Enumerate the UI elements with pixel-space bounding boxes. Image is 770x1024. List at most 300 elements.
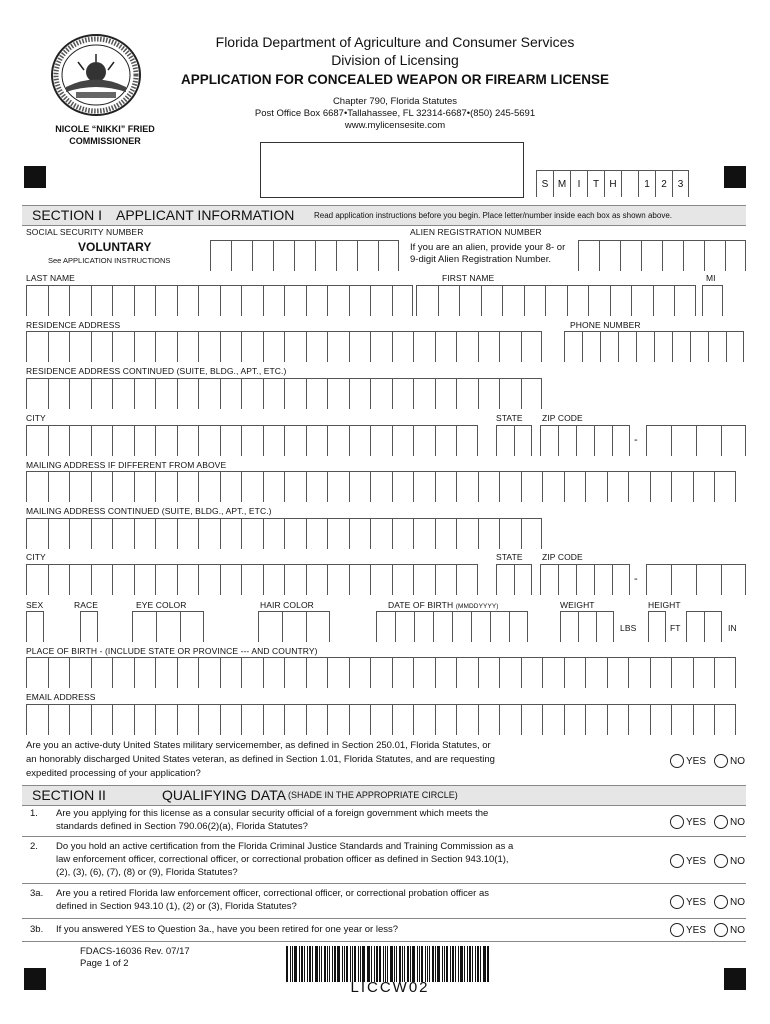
char-box[interactable] xyxy=(721,426,746,456)
char-box[interactable] xyxy=(514,565,532,595)
char-box[interactable] xyxy=(112,705,134,735)
char-box[interactable] xyxy=(521,519,543,549)
char-box[interactable] xyxy=(306,705,328,735)
char-box[interactable] xyxy=(671,565,696,595)
char-box[interactable] xyxy=(521,472,543,502)
zip4-boxes-2[interactable] xyxy=(646,564,746,595)
char-box[interactable] xyxy=(273,241,294,271)
sex-box[interactable] xyxy=(26,611,44,642)
char-box[interactable] xyxy=(693,472,715,502)
char-box[interactable] xyxy=(499,705,521,735)
char-box[interactable] xyxy=(725,241,746,271)
char-box[interactable] xyxy=(636,332,654,362)
char-box[interactable] xyxy=(210,241,231,271)
char-box[interactable] xyxy=(306,332,328,362)
dob-boxes[interactable] xyxy=(376,611,528,642)
char-box[interactable] xyxy=(112,426,134,456)
zip-boxes-2[interactable] xyxy=(540,564,630,595)
char-box[interactable] xyxy=(48,519,70,549)
email-boxes[interactable] xyxy=(26,704,736,735)
char-box[interactable] xyxy=(612,565,630,595)
char-box[interactable] xyxy=(618,332,636,362)
char-box[interactable] xyxy=(413,565,435,595)
char-box[interactable] xyxy=(558,426,576,456)
char-box[interactable] xyxy=(490,612,509,642)
char-box[interactable] xyxy=(155,286,177,316)
char-box[interactable] xyxy=(349,286,371,316)
char-box[interactable] xyxy=(564,658,586,688)
char-box[interactable] xyxy=(155,519,177,549)
char-box[interactable] xyxy=(284,332,306,362)
phone-number-boxes[interactable] xyxy=(564,331,744,362)
char-box[interactable] xyxy=(48,379,70,409)
char-box[interactable] xyxy=(435,658,457,688)
char-box[interactable] xyxy=(132,612,156,642)
char-box[interactable] xyxy=(327,472,349,502)
char-box[interactable] xyxy=(478,519,500,549)
race-box[interactable] xyxy=(80,611,98,642)
char-box[interactable] xyxy=(198,472,220,502)
mailing-address-boxes[interactable] xyxy=(26,471,736,502)
char-box[interactable] xyxy=(646,426,671,456)
char-box[interactable] xyxy=(112,565,134,595)
char-box[interactable] xyxy=(69,332,91,362)
char-box[interactable] xyxy=(521,379,543,409)
char-box[interactable] xyxy=(134,379,156,409)
char-box[interactable] xyxy=(413,332,435,362)
char-box[interactable] xyxy=(600,332,618,362)
char-box[interactable] xyxy=(607,472,629,502)
char-box[interactable] xyxy=(392,658,414,688)
char-box[interactable] xyxy=(336,241,357,271)
char-box[interactable] xyxy=(413,426,435,456)
char-box[interactable] xyxy=(134,472,156,502)
char-box[interactable] xyxy=(177,705,199,735)
char-box[interactable] xyxy=(496,426,514,456)
char-box[interactable] xyxy=(349,565,371,595)
question-1-yes-radio[interactable] xyxy=(670,815,706,829)
state-boxes-2[interactable] xyxy=(496,564,532,595)
char-box[interactable] xyxy=(594,426,612,456)
char-box[interactable] xyxy=(370,379,392,409)
char-box[interactable] xyxy=(596,612,614,642)
char-box[interactable] xyxy=(284,426,306,456)
char-box[interactable] xyxy=(414,612,433,642)
char-box[interactable] xyxy=(91,379,113,409)
char-box[interactable] xyxy=(628,658,650,688)
char-box[interactable] xyxy=(542,472,564,502)
char-box[interactable] xyxy=(456,705,478,735)
char-box[interactable] xyxy=(134,705,156,735)
char-box[interactable] xyxy=(220,658,242,688)
char-box[interactable] xyxy=(112,519,134,549)
char-box[interactable] xyxy=(69,379,91,409)
char-box[interactable] xyxy=(69,426,91,456)
char-box[interactable] xyxy=(456,379,478,409)
char-box[interactable] xyxy=(435,705,457,735)
char-box[interactable] xyxy=(252,241,273,271)
char-box[interactable] xyxy=(155,426,177,456)
char-box[interactable] xyxy=(48,565,70,595)
char-box[interactable] xyxy=(91,519,113,549)
char-box[interactable] xyxy=(198,379,220,409)
char-box[interactable] xyxy=(284,519,306,549)
char-box[interactable] xyxy=(620,241,641,271)
char-box[interactable] xyxy=(478,658,500,688)
char-box[interactable] xyxy=(306,286,328,316)
char-box[interactable] xyxy=(220,426,242,456)
char-box[interactable] xyxy=(258,612,282,642)
char-box[interactable] xyxy=(155,472,177,502)
char-box[interactable] xyxy=(48,332,70,362)
char-box[interactable] xyxy=(349,658,371,688)
char-box[interactable] xyxy=(653,286,675,316)
char-box[interactable] xyxy=(327,379,349,409)
char-box[interactable] xyxy=(198,426,220,456)
char-box[interactable] xyxy=(413,472,435,502)
char-box[interactable] xyxy=(499,472,521,502)
char-box[interactable] xyxy=(220,472,242,502)
char-box[interactable] xyxy=(499,332,521,362)
char-box[interactable] xyxy=(578,241,599,271)
question-3a-yes-radio[interactable] xyxy=(670,895,706,909)
char-box[interactable] xyxy=(560,612,578,642)
char-box[interactable] xyxy=(306,519,328,549)
char-box[interactable] xyxy=(607,658,629,688)
char-box[interactable] xyxy=(177,286,199,316)
char-box[interactable] xyxy=(370,472,392,502)
char-box[interactable] xyxy=(524,286,546,316)
char-box[interactable] xyxy=(284,472,306,502)
char-box[interactable] xyxy=(378,241,399,271)
char-box[interactable] xyxy=(564,705,586,735)
char-box[interactable] xyxy=(327,565,349,595)
char-box[interactable] xyxy=(413,379,435,409)
char-box[interactable] xyxy=(220,565,242,595)
char-box[interactable] xyxy=(284,705,306,735)
weight-boxes[interactable] xyxy=(560,611,614,642)
char-box[interactable] xyxy=(585,472,607,502)
char-box[interactable] xyxy=(435,519,457,549)
char-box[interactable] xyxy=(220,519,242,549)
char-box[interactable] xyxy=(112,658,134,688)
char-box[interactable] xyxy=(357,241,378,271)
char-box[interactable] xyxy=(376,612,395,642)
char-box[interactable] xyxy=(349,379,371,409)
residence-continued-boxes[interactable] xyxy=(26,378,542,409)
char-box[interactable] xyxy=(650,658,672,688)
char-box[interactable] xyxy=(456,658,478,688)
char-box[interactable] xyxy=(392,705,414,735)
char-box[interactable] xyxy=(648,612,666,642)
char-box[interactable] xyxy=(26,472,48,502)
char-box[interactable] xyxy=(654,332,672,362)
char-box[interactable] xyxy=(521,332,543,362)
char-box[interactable] xyxy=(435,332,457,362)
question-3b-no-radio[interactable] xyxy=(714,923,745,937)
city-boxes[interactable] xyxy=(26,425,478,456)
char-box[interactable] xyxy=(599,241,620,271)
char-box[interactable] xyxy=(134,332,156,362)
char-box[interactable] xyxy=(610,286,632,316)
char-box[interactable] xyxy=(502,286,524,316)
char-box[interactable] xyxy=(521,705,543,735)
char-box[interactable] xyxy=(540,565,558,595)
question-3a-no-radio[interactable] xyxy=(714,895,745,909)
char-box[interactable] xyxy=(628,705,650,735)
char-box[interactable] xyxy=(134,426,156,456)
char-box[interactable] xyxy=(198,332,220,362)
question-3b-yes-radio[interactable] xyxy=(670,923,706,937)
char-box[interactable] xyxy=(456,332,478,362)
char-box[interactable] xyxy=(112,472,134,502)
char-box[interactable] xyxy=(69,658,91,688)
char-box[interactable] xyxy=(263,426,285,456)
char-box[interactable] xyxy=(693,658,715,688)
char-box[interactable] xyxy=(231,241,252,271)
zip4-boxes[interactable] xyxy=(646,425,746,456)
char-box[interactable] xyxy=(650,705,672,735)
char-box[interactable] xyxy=(704,241,725,271)
char-box[interactable] xyxy=(672,332,690,362)
char-box[interactable] xyxy=(91,286,113,316)
char-box[interactable] xyxy=(48,286,70,316)
char-box[interactable] xyxy=(26,658,48,688)
char-box[interactable] xyxy=(327,286,349,316)
char-box[interactable] xyxy=(177,379,199,409)
char-box[interactable] xyxy=(370,519,392,549)
char-box[interactable] xyxy=(69,519,91,549)
char-box[interactable] xyxy=(564,332,582,362)
char-box[interactable] xyxy=(509,612,528,642)
char-box[interactable] xyxy=(413,658,435,688)
char-box[interactable] xyxy=(702,286,723,316)
char-box[interactable] xyxy=(395,612,414,642)
char-box[interactable] xyxy=(392,379,414,409)
char-box[interactable] xyxy=(315,241,336,271)
char-box[interactable] xyxy=(327,658,349,688)
char-box[interactable] xyxy=(306,658,328,688)
char-box[interactable] xyxy=(91,658,113,688)
char-box[interactable] xyxy=(91,565,113,595)
char-box[interactable] xyxy=(241,426,263,456)
char-box[interactable] xyxy=(263,658,285,688)
char-box[interactable] xyxy=(177,658,199,688)
char-box[interactable] xyxy=(452,612,471,642)
char-box[interactable] xyxy=(26,286,48,316)
char-box[interactable] xyxy=(112,332,134,362)
hair-color-boxes[interactable] xyxy=(258,611,330,642)
char-box[interactable] xyxy=(646,565,671,595)
char-box[interactable] xyxy=(80,612,98,642)
char-box[interactable] xyxy=(671,658,693,688)
char-box[interactable] xyxy=(327,332,349,362)
char-box[interactable] xyxy=(726,332,744,362)
question-1-no-radio[interactable] xyxy=(714,815,745,829)
char-box[interactable] xyxy=(220,705,242,735)
char-box[interactable] xyxy=(631,286,653,316)
char-box[interactable] xyxy=(69,286,91,316)
char-box[interactable] xyxy=(177,565,199,595)
char-box[interactable] xyxy=(438,286,460,316)
char-box[interactable] xyxy=(370,565,392,595)
char-box[interactable] xyxy=(435,426,457,456)
char-box[interactable] xyxy=(693,705,715,735)
char-box[interactable] xyxy=(284,286,306,316)
char-box[interactable] xyxy=(370,705,392,735)
char-box[interactable] xyxy=(671,472,693,502)
first-name-boxes[interactable] xyxy=(416,285,696,316)
char-box[interactable] xyxy=(134,286,156,316)
char-box[interactable] xyxy=(413,519,435,549)
char-box[interactable] xyxy=(582,332,600,362)
char-box[interactable] xyxy=(641,241,662,271)
char-box[interactable] xyxy=(263,519,285,549)
char-box[interactable] xyxy=(392,472,414,502)
char-box[interactable] xyxy=(155,379,177,409)
char-box[interactable] xyxy=(284,379,306,409)
char-box[interactable] xyxy=(721,565,746,595)
char-box[interactable] xyxy=(585,705,607,735)
char-box[interactable] xyxy=(134,565,156,595)
char-box[interactable] xyxy=(576,565,594,595)
eye-color-boxes[interactable] xyxy=(132,611,204,642)
char-box[interactable] xyxy=(686,612,704,642)
char-box[interactable] xyxy=(155,565,177,595)
char-box[interactable] xyxy=(48,658,70,688)
char-box[interactable] xyxy=(459,286,481,316)
char-box[interactable] xyxy=(198,519,220,549)
char-box[interactable] xyxy=(607,705,629,735)
char-box[interactable] xyxy=(294,241,315,271)
char-box[interactable] xyxy=(628,472,650,502)
char-box[interactable] xyxy=(26,565,48,595)
char-box[interactable] xyxy=(696,565,721,595)
char-box[interactable] xyxy=(478,472,500,502)
char-box[interactable] xyxy=(496,565,514,595)
char-box[interactable] xyxy=(456,472,478,502)
char-box[interactable] xyxy=(714,472,736,502)
char-box[interactable] xyxy=(241,705,263,735)
place-of-birth-boxes[interactable] xyxy=(26,657,736,688)
char-box[interactable] xyxy=(690,332,708,362)
char-box[interactable] xyxy=(48,426,70,456)
char-box[interactable] xyxy=(69,472,91,502)
char-box[interactable] xyxy=(370,332,392,362)
char-box[interactable] xyxy=(91,332,113,362)
char-box[interactable] xyxy=(435,472,457,502)
char-box[interactable] xyxy=(327,705,349,735)
char-box[interactable] xyxy=(198,565,220,595)
char-box[interactable] xyxy=(241,332,263,362)
residence-address-boxes[interactable] xyxy=(26,331,542,362)
char-box[interactable] xyxy=(306,472,328,502)
char-box[interactable] xyxy=(392,286,414,316)
char-box[interactable] xyxy=(612,426,630,456)
char-box[interactable] xyxy=(708,332,726,362)
mailing-continued-boxes[interactable] xyxy=(26,518,542,549)
char-box[interactable] xyxy=(585,658,607,688)
char-box[interactable] xyxy=(481,286,503,316)
char-box[interactable] xyxy=(155,332,177,362)
char-box[interactable] xyxy=(662,241,683,271)
char-box[interactable] xyxy=(177,332,199,362)
char-box[interactable] xyxy=(594,565,612,595)
char-box[interactable] xyxy=(576,426,594,456)
char-box[interactable] xyxy=(241,565,263,595)
char-box[interactable] xyxy=(48,472,70,502)
char-box[interactable] xyxy=(263,286,285,316)
city-boxes-2[interactable] xyxy=(26,564,478,595)
ssn-boxes[interactable] xyxy=(210,240,399,271)
char-box[interactable] xyxy=(69,565,91,595)
char-box[interactable] xyxy=(91,705,113,735)
char-box[interactable] xyxy=(220,332,242,362)
char-box[interactable] xyxy=(370,426,392,456)
char-box[interactable] xyxy=(241,472,263,502)
char-box[interactable] xyxy=(26,426,48,456)
char-box[interactable] xyxy=(416,286,438,316)
question-2-no-radio[interactable] xyxy=(714,854,745,868)
char-box[interactable] xyxy=(180,612,204,642)
char-box[interactable] xyxy=(578,612,596,642)
char-box[interactable] xyxy=(471,612,490,642)
last-name-boxes[interactable] xyxy=(26,285,413,316)
char-box[interactable] xyxy=(392,565,414,595)
char-box[interactable] xyxy=(112,286,134,316)
char-box[interactable] xyxy=(545,286,567,316)
char-box[interactable] xyxy=(177,426,199,456)
char-box[interactable] xyxy=(392,332,414,362)
char-box[interactable] xyxy=(349,705,371,735)
char-box[interactable] xyxy=(263,379,285,409)
char-box[interactable] xyxy=(26,332,48,362)
char-box[interactable] xyxy=(91,426,113,456)
char-box[interactable] xyxy=(134,519,156,549)
char-box[interactable] xyxy=(241,519,263,549)
question-2-yes-radio[interactable] xyxy=(670,854,706,868)
char-box[interactable] xyxy=(370,658,392,688)
char-box[interactable] xyxy=(327,519,349,549)
char-box[interactable] xyxy=(156,612,180,642)
char-box[interactable] xyxy=(542,705,564,735)
char-box[interactable] xyxy=(284,565,306,595)
char-box[interactable] xyxy=(456,519,478,549)
char-box[interactable] xyxy=(26,379,48,409)
char-box[interactable] xyxy=(241,658,263,688)
char-box[interactable] xyxy=(263,472,285,502)
char-box[interactable] xyxy=(241,286,263,316)
char-box[interactable] xyxy=(263,565,285,595)
char-box[interactable] xyxy=(349,472,371,502)
char-box[interactable] xyxy=(198,658,220,688)
char-box[interactable] xyxy=(696,426,721,456)
char-box[interactable] xyxy=(671,705,693,735)
char-box[interactable] xyxy=(456,426,478,456)
char-box[interactable] xyxy=(177,519,199,549)
char-box[interactable] xyxy=(155,705,177,735)
char-box[interactable] xyxy=(542,658,564,688)
char-box[interactable] xyxy=(134,658,156,688)
char-box[interactable] xyxy=(306,379,328,409)
char-box[interactable] xyxy=(588,286,610,316)
char-box[interactable] xyxy=(26,705,48,735)
char-box[interactable] xyxy=(26,612,44,642)
char-box[interactable] xyxy=(306,565,328,595)
char-box[interactable] xyxy=(392,426,414,456)
military-no-radio[interactable] xyxy=(714,754,745,768)
char-box[interactable] xyxy=(198,286,220,316)
